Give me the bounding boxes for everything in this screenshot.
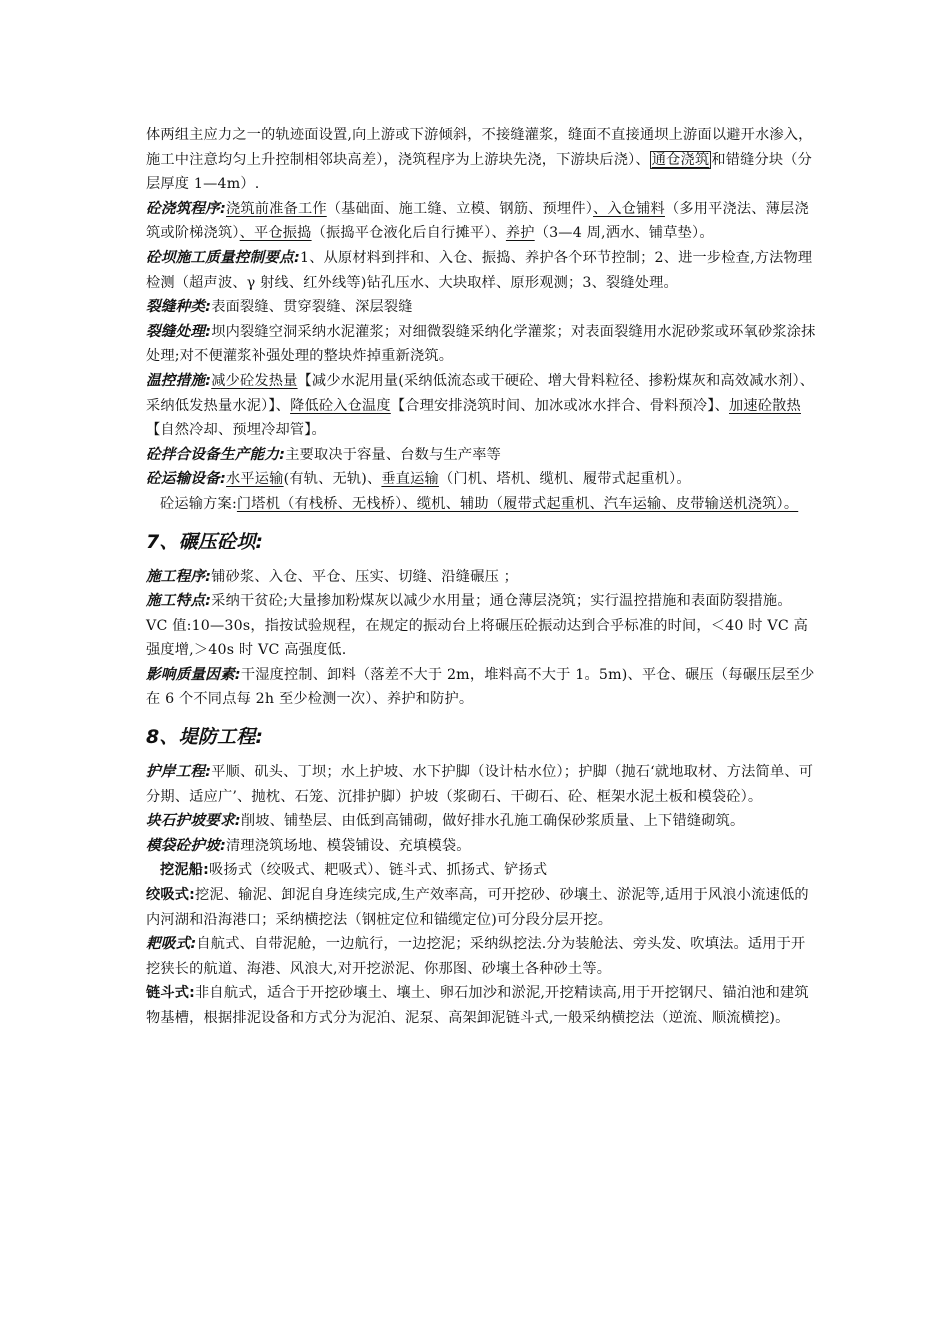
mould-bag-text: 清理浇筑场地、模袋铺设、充填模袋。	[226, 837, 471, 854]
temp-measure-2: 降低砼入仓温度	[290, 397, 391, 414]
transport-plan-paragraph	[146, 492, 816, 517]
pour-step-3-detail: （振捣平仓液化后自行摊平）、	[311, 225, 506, 242]
pour-step-2: 、入仓铺料	[593, 200, 665, 217]
intro-tail: 和错缝分块（分层厚度 1—4m）.	[146, 151, 813, 193]
temp-measure-3: 加速砼散热	[729, 397, 801, 414]
dredger-paragraph	[146, 858, 816, 883]
trailing-suction-label: 耙吸式:	[146, 935, 197, 953]
bank-protection-label: 护岸工程:	[146, 763, 212, 781]
pour-step-3: 、平仓振捣	[239, 225, 312, 242]
horizontal-transport: 水平运输	[226, 471, 284, 488]
quality-points-text: 1、从原材料到拌和、入仓、振捣、养护各个环节控制；2、进一步检查,方法物理检测（超声波、γ 射线、红外线等)钻孔压水、大块取样、原形观测；3、裂缝处理。	[146, 249, 813, 291]
cutter-suction-paragraph	[146, 883, 816, 932]
rcc-features-label: 施工特点:	[146, 592, 212, 610]
intro-paragraph	[146, 123, 816, 197]
trailing-suction-text: 自航式、自带泥舱，一边航行，一边挖泥；采纳纵挖法.分为装舱法、旁头发、吹填法。适用于开挖狭长的航道、海港、风浪大,对开挖淤泥、你那图、砂壤土各种砂土等。	[146, 936, 806, 977]
transport-equipment-paragraph	[146, 467, 816, 492]
section-7-heading: 7、碾压砼坝:	[146, 530, 264, 553]
intro-text: 体两组主应力之一的轨迹面设置,向上游或下游倾斜，不接缝灌浆，缝面不直接通坝上游面以避开水渗入，施工中注意均匀上升控制相邻块高差），浇筑程序为上游块先浇，下游块后浇）、	[146, 127, 813, 168]
section-8-heading: 8、堤防工程:	[146, 726, 264, 749]
temp-control-label: 温控措施:	[146, 371, 212, 389]
temp-measure-1: 减少砼发热量	[211, 372, 298, 389]
temp-measure-2-detail: 【合理安排浇筑时间、加冰或冰水拌合、骨料预冷】、	[390, 397, 729, 414]
vertical-transport-detail: （门机、塔机、缆机、履带式起重机）。	[438, 471, 691, 488]
quality-factors-paragraph	[146, 663, 816, 712]
cutter-suction-label: 绞吸式:	[146, 887, 196, 904]
transport-equipment-label: 砼运输设备:	[146, 470, 227, 488]
temp-control-paragraph	[146, 369, 816, 443]
pour-sequence-paragraph	[146, 197, 816, 246]
transport-plan-text: 门塔机（有栈桥、无栈桥）、缆机、辅助（履带式起重机、汽车运输、皮带输送机浇筑）。	[236, 495, 799, 512]
crack-treatment-paragraph	[146, 320, 816, 369]
cutter-suction-text: 挖泥、输泥、卸泥自身连续完成,生产效率高，可开挖砂、砂壤土、淤泥等,适用于风浪小流速低的内河湖和沿海港口；采纳横挖法（钢桩定位和锚缆定位)可分段分层开挖。	[146, 887, 809, 928]
quality-points-label: 砼坝施工质量控制要点:	[146, 248, 300, 266]
riprap-paragraph	[146, 809, 816, 834]
riprap-label: 块石护坡要求:	[146, 812, 241, 830]
pour-step-4: 养护	[505, 225, 535, 242]
crack-types-paragraph	[146, 295, 816, 320]
mixing-capacity-text: 主要取决于容量、台数与生产率等	[285, 446, 502, 463]
mixing-capacity-label: 砼拌合设备生产能力:	[146, 445, 286, 463]
temp-measure-3-detail: 【自然冷却、预埋冷却管】。	[146, 422, 326, 439]
quality-factors-text: 干湿度控制、卸料（落差不大于 2m，堆料高不大于 1。5m)、平仓、碾压（每碾压层至少在 6 个不同点每 2h 至少检测一次）、养护和防护。	[146, 666, 815, 708]
rcc-procedure-paragraph	[146, 565, 816, 590]
document-page	[146, 123, 816, 1031]
boxed-term: 通仓浇筑	[651, 151, 710, 168]
dredger-label: 挖泥船:	[160, 862, 210, 879]
trailing-suction-paragraph	[146, 932, 816, 981]
rcc-features-text: 采纳干贫砼;大量掺加粉煤灰以减少水用量；通仓薄层浇筑；实行温控措施和表面防裂措施。	[211, 593, 792, 610]
horizontal-transport-detail: (有轨、无轨)、	[283, 471, 382, 488]
crack-types-text: 表面裂缝、贯穿裂缝、深层裂缝	[211, 299, 413, 316]
quality-factors-label: 影响质量因素:	[146, 665, 241, 683]
bank-protection-text: 平顺、矶头、丁坝；水上护坡、水下护脚（设计枯水位）；护脚（抛石‘就地取材、方法简单、可分期、适应广’、抛枕、石笼、沉排护脚）护坡（浆砌石、干砌石、砼、框架水泥土板和模袋砼）。	[146, 764, 814, 805]
bucket-chain-label: 链斗式:	[146, 985, 196, 1002]
temp-measure-1-detail: 【减少水泥用量(采纳低流态或干硬砼、增大骨料粒径、掺粉煤灰和高效减水剂）、采纳低发热量水泥）】、	[146, 372, 815, 414]
crack-types-label: 裂缝种类:	[146, 298, 212, 316]
bucket-chain-paragraph	[146, 981, 816, 1030]
crack-treatment-label: 裂缝处理:	[146, 322, 212, 340]
pour-step-1-detail: （基础面、施工缝、立模、钢筋、预埋件）	[326, 200, 593, 217]
mould-bag-paragraph	[146, 834, 816, 859]
bank-protection-paragraph	[146, 760, 816, 809]
dredger-text: 吸扬式（绞吸式、耙吸式）、链斗式、抓扬式、铲扬式	[209, 862, 548, 879]
vc-value-paragraph: VC 值:10—30s，指按试验规程，在规定的振动台上将碾压砼振动达到合乎标准的时间，＜40 时 VC 高强度增,＞40s 时 VC 高强度低.	[146, 617, 809, 659]
riprap-text: 削坡、铺垫层、由低到高铺砌，做好排水孔施工确保砂浆质量、上下错缝砌筑。	[240, 813, 745, 830]
quality-points-paragraph	[146, 246, 816, 295]
rcc-features-paragraph	[146, 589, 816, 614]
vertical-transport: 垂直运输	[381, 471, 439, 488]
mixing-capacity-paragraph	[146, 443, 816, 468]
rcc-procedure-label: 施工程序:	[146, 567, 212, 585]
bucket-chain-text: 非自航式，适合于开挖砂壤土、壤土、卵石加沙和淤泥,开挖精读高,用于开挖钢尺、锚泊池和建筑物基槽，根据排泥设备和方式分为泥泊、泥泵、高架卸泥链斗式,一般采纳横挖法（逆流、顺流横挖)。	[146, 985, 809, 1026]
mould-bag-label: 模袋砼护坡:	[146, 836, 227, 854]
pour-step-1: 浇筑前准备工作	[226, 200, 327, 217]
pour-sequence-label: 砼浇筑程序:	[146, 199, 227, 217]
pour-step-2-detail: （多用平浇法、薄层浇筑或阶梯浇筑）	[146, 200, 809, 242]
transport-plan-lead: 砼运输方案:	[160, 495, 237, 512]
pour-step-4-detail: （3—4 周,洒水、铺草垫）。	[534, 225, 714, 242]
crack-treatment-text: 坝内裂缝空洞采纳水泥灌浆；对细微裂缝采纳化学灌浆；对表面裂缝用水泥砂浆或环氧砂浆涂抹处理;对不便灌浆补强处理的整块炸掉重新浇筑。	[146, 323, 816, 365]
rcc-procedure-text: 铺砂浆、入仓、平仓、压实、切缝、沿缝碾压 ；	[211, 568, 519, 585]
